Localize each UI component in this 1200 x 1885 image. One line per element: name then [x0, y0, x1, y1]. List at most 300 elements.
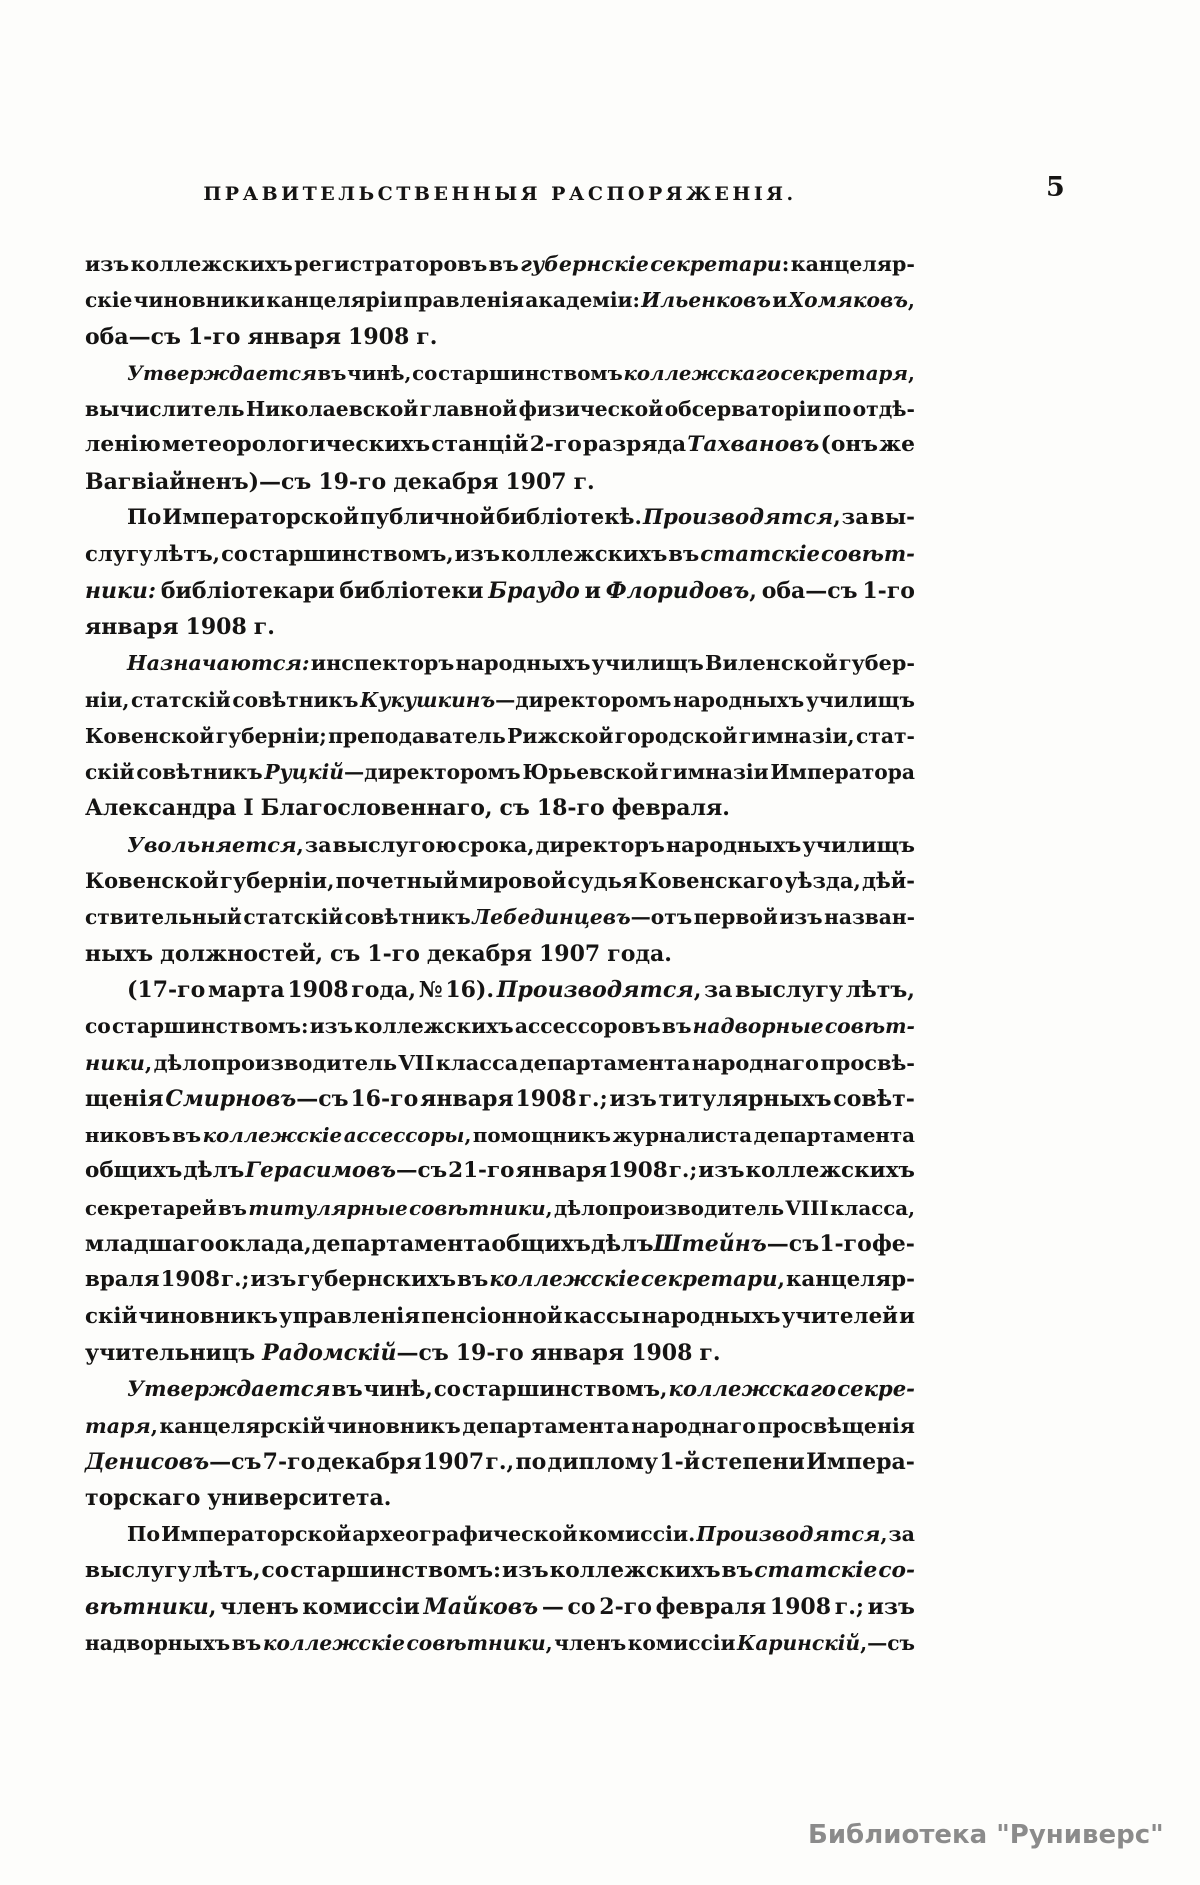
word: губерніи; [215, 723, 327, 748]
text-line [85, 355, 915, 391]
word: декабря [316, 1448, 422, 1475]
word: изъ [502, 1557, 549, 1583]
word: комиссіи [302, 1593, 420, 1620]
word: секретарей [85, 1195, 217, 1220]
word: февраля. [611, 795, 730, 822]
text-line [85, 500, 915, 536]
word: статскій [131, 687, 231, 712]
text-line [85, 1226, 915, 1262]
word: 1908 [348, 323, 410, 350]
word: 19-го [455, 1339, 524, 1366]
word: щенія [85, 1085, 164, 1112]
word: Императорской [162, 505, 359, 531]
word: совѣтники, [406, 1631, 553, 1656]
word: коллежскихъ [501, 541, 668, 567]
word: главной [419, 397, 518, 422]
word: ассессоры, [343, 1123, 472, 1148]
word: Ковенской [85, 723, 215, 748]
word: декабря [393, 468, 499, 495]
paragraph [85, 1371, 915, 1516]
word: и [899, 1303, 915, 1329]
word: скій [85, 1303, 138, 1329]
word: просвѣ- [820, 1049, 915, 1075]
word: коллежскіе [202, 1123, 343, 1148]
word: въ [668, 541, 700, 567]
text-line [85, 1371, 915, 1407]
word: совѣтникъ [344, 905, 471, 930]
word: губер- [838, 651, 915, 676]
text-line [85, 1480, 915, 1516]
word: Виленской [704, 651, 838, 676]
word: Каринскій,—съ [736, 1631, 915, 1656]
word: 7-го [262, 1448, 316, 1475]
text-line [85, 1045, 915, 1081]
word: VII [398, 1049, 435, 1075]
word: въ [231, 1631, 262, 1656]
word: 1908 [769, 1593, 832, 1620]
word: фе- [871, 1231, 915, 1258]
text-block [85, 246, 915, 1662]
word: изъ [85, 252, 130, 276]
word: ассессоровъ [514, 1014, 661, 1039]
word: съ [499, 795, 530, 822]
paragraph [85, 972, 915, 1371]
word: дѣлопроизводитель [554, 1195, 785, 1220]
word: первой [693, 905, 778, 930]
text-line [85, 718, 915, 754]
word: января [247, 323, 342, 350]
word: Майковъ [423, 1593, 539, 1620]
text-line [85, 246, 915, 282]
word: инспекторъ [310, 651, 455, 676]
word: со [433, 1376, 461, 1402]
word: станцій [431, 432, 529, 458]
word: училищъ [802, 831, 915, 857]
word: помощникъ [472, 1123, 611, 1148]
word: 1908 [607, 1158, 668, 1184]
word: Императора [770, 760, 915, 785]
word: Смирновъ—съ [165, 1085, 349, 1112]
word: ники: [85, 577, 157, 604]
word: коллежскіе [489, 1267, 640, 1293]
word: Импера- [806, 1448, 915, 1475]
word: комиссіи [627, 1631, 736, 1656]
word: директоръ [535, 831, 665, 857]
text-line [85, 1444, 915, 1480]
word: оклада, [214, 1231, 312, 1258]
word: общихъ [85, 1158, 183, 1184]
text-line [85, 1117, 915, 1153]
word: 19-го [318, 468, 387, 495]
word: (онъ [820, 432, 878, 458]
text-line [85, 1408, 915, 1444]
word: въ [317, 360, 347, 385]
word: разряда [582, 432, 687, 458]
word: 1908 [185, 613, 247, 640]
word: и [772, 288, 788, 313]
text-line [85, 1262, 915, 1298]
word: 21-го [448, 1158, 515, 1184]
word: департамента [519, 1049, 691, 1075]
word: должностей, [160, 940, 323, 967]
word: Назначаются: [127, 651, 310, 676]
word: вычислитель [85, 397, 245, 422]
word: класса, [830, 1195, 915, 1220]
word: ники, [85, 1049, 153, 1075]
word: въ [331, 1376, 363, 1402]
watermark-runivers: Библиотека "Руниверс" [808, 1820, 1164, 1850]
word: изъ [454, 541, 500, 567]
word: статскіе [700, 541, 820, 567]
word: года, [351, 976, 417, 1003]
word: обсерваторіи [664, 397, 822, 422]
word: канцеляр- [785, 1267, 915, 1293]
word: Юрьевской [522, 760, 659, 785]
word: кассы [563, 1303, 641, 1329]
word: г. [416, 323, 438, 350]
word: департамента [753, 1123, 915, 1148]
word: канцелярскій [159, 1413, 326, 1438]
word: судья [567, 868, 638, 894]
word: 2-го [529, 432, 582, 458]
word: въ [721, 1557, 754, 1583]
word: Благословеннаго, [260, 795, 493, 822]
word: съ [330, 940, 361, 967]
word: чиновники [133, 288, 265, 313]
word: лѣтъ, [192, 1557, 261, 1583]
word: оба—съ [761, 577, 858, 604]
word: чинѣ, [347, 360, 412, 385]
word: совѣт- [824, 1014, 915, 1039]
word: Производятся, [496, 976, 702, 1003]
word: Браудо [488, 577, 580, 604]
word: общихъ [491, 1231, 591, 1258]
word: за [841, 505, 870, 531]
page-number: 5 [1046, 172, 1065, 203]
word: Императорской [161, 1522, 352, 1547]
word: степени [701, 1448, 805, 1475]
word: г.; [668, 1158, 698, 1184]
word: VIII [785, 1195, 829, 1220]
word: ствительный [85, 905, 242, 930]
word: правленія [403, 288, 525, 313]
word: 16). [445, 976, 495, 1003]
word: по [822, 397, 852, 422]
word: за [304, 831, 332, 857]
word: библіотеки [339, 577, 484, 604]
word: преподаватель [328, 723, 506, 748]
word: членъ [554, 1631, 627, 1656]
word: секре- [837, 1376, 915, 1402]
word: 1908 [515, 1085, 577, 1112]
word: изъ [309, 1014, 354, 1039]
word: 1907 [539, 940, 601, 967]
word: совѣтники, [409, 1195, 553, 1220]
word: — [541, 1593, 564, 1620]
word: января [420, 1085, 514, 1112]
word: губернскихъ [297, 1267, 456, 1293]
text-line [85, 1516, 915, 1552]
word: 2-го [599, 1593, 652, 1620]
word: Александра [85, 795, 237, 822]
text-line [85, 1190, 915, 1226]
word: чиновникъ [326, 1413, 461, 1438]
word: совѣтникъ [232, 687, 359, 712]
word: народнаго [631, 1413, 756, 1438]
word: вы- [870, 505, 915, 531]
word: дѣй- [861, 868, 915, 894]
word: пенсіонной [421, 1303, 563, 1329]
word: секретари, [640, 1267, 785, 1293]
word: управленія [279, 1303, 420, 1329]
word: учителей [781, 1303, 898, 1329]
word: выслугу [85, 1557, 192, 1583]
word: Рижской [507, 723, 614, 748]
word: со [85, 1014, 111, 1039]
word: г. [253, 613, 275, 640]
paragraph [85, 1516, 915, 1661]
word: регистраторовъ [294, 252, 488, 276]
word: Руцкій—директоромъ [264, 760, 521, 785]
word: лѣтъ, [153, 541, 221, 567]
word: января [85, 613, 179, 640]
word: народнаго [691, 1049, 819, 1075]
text-line [85, 863, 915, 899]
word: Ильенковъ [641, 288, 771, 313]
text-line [85, 682, 915, 718]
word: училищъ [805, 687, 915, 712]
word: Утверждается [127, 1376, 331, 1402]
word: ленію [85, 432, 161, 458]
text-line [85, 754, 915, 790]
word: старшинствомъ, [462, 1376, 668, 1402]
word: лѣтъ, [845, 976, 915, 1003]
word: оба—съ [85, 323, 181, 350]
word: библіотекѣ. [496, 505, 642, 531]
word: Производятся, [696, 1522, 888, 1547]
word: никовъ [85, 1123, 171, 1148]
word: декабря [426, 940, 532, 967]
word: ныхъ [85, 940, 154, 967]
word: гимназіи, [738, 723, 855, 748]
word: дѣлъ [590, 1231, 654, 1258]
word: университета. [207, 1485, 392, 1512]
word: Флоридовъ, [605, 577, 757, 604]
word: 1-го [819, 1231, 872, 1258]
word: коллежскіе [262, 1631, 405, 1656]
word: февраля [655, 1593, 767, 1620]
word: титулярные [248, 1195, 408, 1220]
word: 1-го [862, 577, 915, 604]
word: таря, [85, 1413, 158, 1438]
word: Вагвіайненъ)—съ [85, 468, 312, 495]
word: Денисовъ—съ [85, 1448, 262, 1475]
word: статскіе [754, 1557, 878, 1583]
word: Ковенской [85, 868, 219, 894]
word: марта [208, 976, 285, 1003]
word: 1908 [631, 1339, 693, 1366]
text-line [85, 536, 915, 572]
word: со [221, 541, 248, 567]
word: изъ [867, 1593, 915, 1620]
word: канцеляріи [266, 288, 403, 313]
word: младшаго [85, 1231, 215, 1258]
word: (17-го [127, 976, 206, 1003]
word: Утверждается [127, 360, 317, 385]
word: со [261, 1557, 290, 1583]
text-line [85, 609, 915, 645]
word: г. [699, 1339, 721, 1366]
word: слугу [85, 541, 153, 567]
word: физической [518, 397, 664, 422]
word: коллежскаго [623, 360, 780, 385]
word: г. [573, 468, 595, 495]
word: со [412, 360, 438, 385]
text-line [85, 573, 915, 609]
word: выслугою [332, 831, 457, 857]
word: коллежскихъ [745, 1158, 915, 1184]
word: диплому [547, 1448, 658, 1475]
word: чиновникъ [138, 1303, 278, 1329]
word: и [584, 577, 601, 604]
word: старшинствомъ: [290, 1557, 502, 1583]
paragraph [85, 827, 915, 972]
text-line [85, 1008, 915, 1044]
word: гимназіи [660, 760, 769, 785]
word: г.; [834, 1593, 864, 1620]
word: января [530, 1339, 625, 1366]
text-line [85, 827, 915, 863]
word: ніи, [85, 687, 130, 712]
word: городской [614, 723, 738, 748]
word: же [879, 432, 915, 458]
text-line [85, 1335, 915, 1371]
word: совѣт- [833, 1085, 915, 1112]
word: Лебединцевъ—отъ [472, 905, 693, 930]
word: секретари: [650, 252, 790, 276]
word: старшинствомъ [438, 360, 623, 385]
word: въ [661, 1014, 692, 1039]
word: членъ [220, 1593, 299, 1620]
text-line [85, 427, 915, 463]
word: назван- [824, 905, 915, 930]
word: мировой [459, 868, 567, 894]
word: коллежскихъ [549, 1557, 721, 1583]
word: секретаря, [780, 360, 915, 385]
word: со [567, 1593, 596, 1620]
text-line [85, 282, 915, 318]
word: января [515, 1158, 607, 1184]
word: По [127, 505, 162, 531]
word: Николаевской [245, 397, 419, 422]
text-line [85, 1553, 915, 1589]
word: въ [488, 252, 519, 276]
word: метеорологическихъ [161, 432, 431, 458]
word: академіи: [525, 288, 640, 313]
word: Ковенскаго [638, 868, 784, 894]
word: Герасимовъ—съ [245, 1158, 448, 1184]
running-title: ПРАВИТЕЛЬСТВЕННЫЯ РАСПОРЯЖЕНІЯ. [203, 183, 797, 205]
word: 1907 [422, 1448, 485, 1475]
word: изъ [779, 905, 823, 930]
word: по [515, 1448, 547, 1475]
word: 1-го [187, 323, 241, 350]
word: со- [878, 1557, 915, 1583]
word: народныхъ [455, 651, 591, 676]
word: совѣт- [820, 541, 915, 567]
word: департамента [462, 1413, 630, 1438]
word: стат- [855, 723, 915, 748]
paragraph [85, 645, 915, 826]
word: Кукушкинъ—директоромъ [360, 687, 672, 712]
word: коллежскихъ [130, 252, 293, 276]
word: народныхъ [641, 1303, 781, 1329]
word: чинѣ, [363, 1376, 433, 1402]
word: департамента [311, 1231, 492, 1258]
word: Увольняется, [127, 831, 304, 857]
word: училищъ [591, 651, 704, 676]
paragraph [85, 500, 915, 645]
word: Тахвановъ [687, 432, 820, 458]
text-line [85, 899, 915, 935]
word: Хомяковъ, [788, 288, 915, 313]
word: почетный [335, 868, 459, 894]
word: 16-го [350, 1085, 419, 1112]
word: торскаго [85, 1485, 201, 1512]
word: надворные [692, 1014, 824, 1039]
word: 1908 [287, 976, 349, 1003]
word: класса [435, 1049, 519, 1075]
word: 1-й [659, 1448, 701, 1475]
text-line [85, 1081, 915, 1117]
word: народныхъ [673, 687, 805, 712]
text-line [85, 1625, 915, 1661]
word: 1908 [160, 1267, 220, 1293]
word: старшинствомъ: [111, 1014, 309, 1039]
text-line [85, 1153, 915, 1189]
word: въ [217, 1195, 247, 1220]
word: публичной [360, 505, 496, 531]
word: дѣлопроизводитель [153, 1049, 398, 1075]
paragraph [85, 246, 915, 355]
word: 18-го [536, 795, 605, 822]
text-line [85, 790, 915, 826]
word: уѣзда, [784, 868, 861, 894]
word: г.; [578, 1085, 608, 1112]
word: г.; [220, 1267, 250, 1293]
word: срока, [457, 831, 535, 857]
word: просвѣщенія [757, 1413, 915, 1438]
word: совѣтникъ [136, 760, 263, 785]
word: Радомскій—съ [262, 1339, 449, 1366]
text-line [85, 319, 915, 355]
word: 1-го [367, 940, 420, 967]
word: губерніи, [219, 868, 335, 894]
word: канцеляр- [790, 252, 915, 276]
word: въ [456, 1267, 489, 1293]
word: № [418, 976, 443, 1003]
word: скіе [85, 288, 133, 313]
word: учительницъ [85, 1339, 256, 1366]
word: По [127, 1522, 161, 1547]
word: I [243, 795, 254, 822]
word: библіотекари [160, 577, 335, 604]
word: года. [607, 940, 672, 967]
word: изъ [698, 1158, 745, 1184]
text-line [85, 936, 915, 972]
word: г., [485, 1448, 515, 1475]
word: губернскіе [520, 252, 649, 276]
